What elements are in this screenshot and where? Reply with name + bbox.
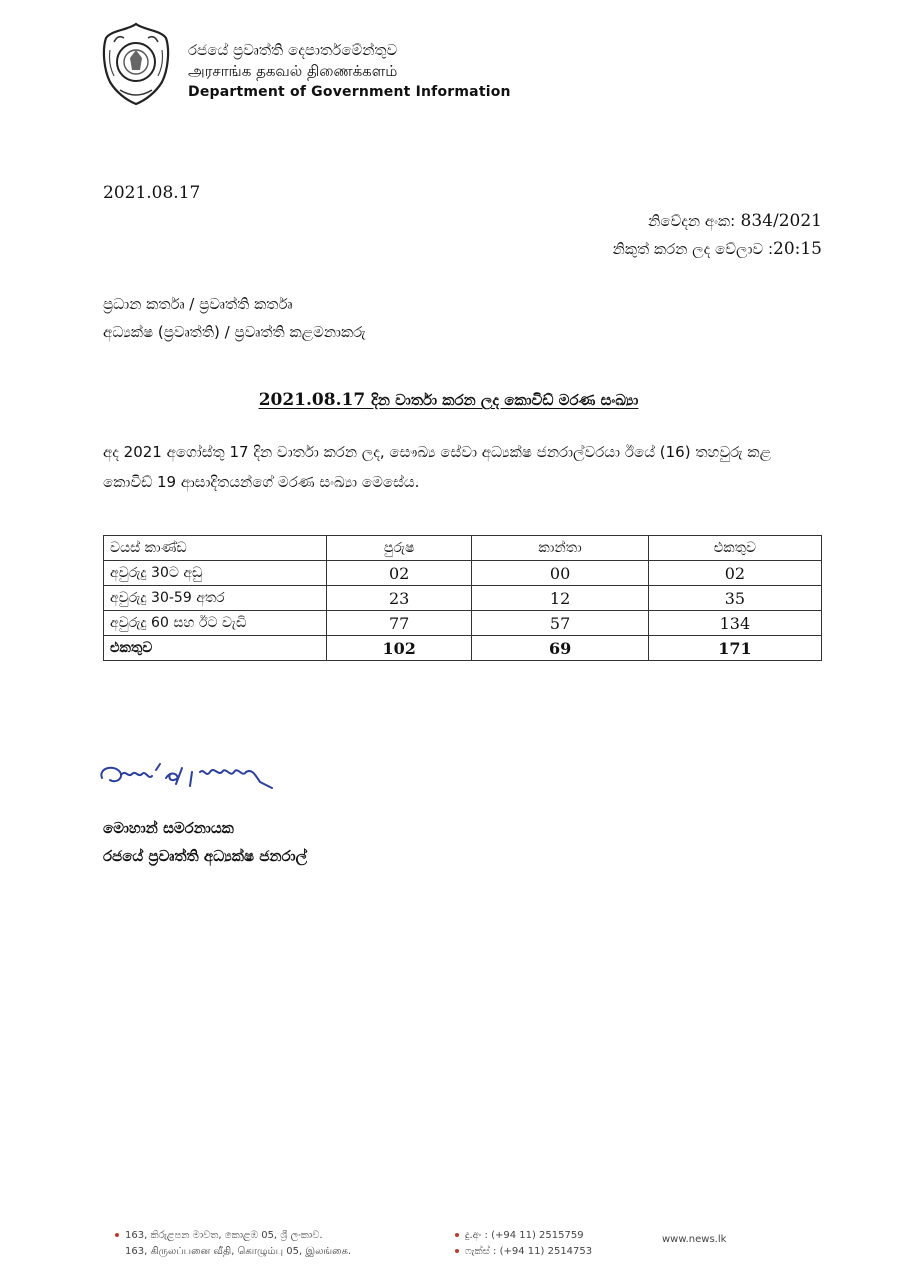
header-age-group: වයස් කාණ්ඩ (104, 536, 327, 561)
male-cell: 23 (327, 586, 472, 611)
document-date: 2021.08.17 (103, 183, 201, 203)
age-group-cell: අවුරුදු 30ට අඩු (104, 561, 327, 586)
total-cell: 02 (648, 561, 821, 586)
release-time-line (613, 235, 822, 263)
org-name-tamil: அரசாங்க தகவல் திணைக்களம் (188, 62, 398, 80)
table-header-row (104, 536, 822, 561)
total-label-cell: එකතුව (104, 636, 327, 661)
age-group-cell: අවුරුදු 60 සහ ඊට වැඩි (104, 611, 327, 636)
table-row (104, 611, 822, 636)
phone-label: දු.අං : (465, 1230, 488, 1241)
header-total: එකතුව (648, 536, 821, 561)
footer-contacts (455, 1228, 592, 1260)
table-row (104, 561, 822, 586)
age-group-cell: අවුරුදු 30-59 අතර (104, 586, 327, 611)
release-number-line (613, 207, 822, 235)
female-cell: 57 (472, 611, 648, 636)
table-row (104, 586, 822, 611)
organization-name (188, 40, 511, 103)
bullet-icon (455, 1233, 459, 1237)
female-cell: 12 (472, 586, 648, 611)
phone-number: (+94 11) 2515759 (491, 1230, 584, 1241)
footer-website[interactable]: www.news.lk (662, 1234, 727, 1245)
fax-line (455, 1244, 592, 1260)
phone-line (455, 1228, 592, 1244)
male-total-cell: 102 (327, 636, 472, 661)
grand-total-cell: 171 (648, 636, 821, 661)
female-total-cell: 69 (472, 636, 648, 661)
recipients (103, 290, 366, 346)
recipient-line-2: අධ්‍යක්ෂ (ප්‍රවෘත්ති) / ප්‍රවෘත්ති කළමනාකරු (103, 323, 366, 341)
male-cell: 02 (327, 561, 472, 586)
intro-paragraph: අද 2021 අගෝස්තු 17 දින වාර්තා කරන ලද, සෞඛ්‍ය සේවා අධ්‍යක්ෂ ජනරාල්වරයා ඊයේ (16) තහවුරු කළ කොවිඩ් 19 ආසාදිතයන්ගේ මරණ සංඛ්‍යා මෙසේය. (103, 443, 772, 491)
bullet-icon (115, 1233, 119, 1237)
table-total-row (104, 636, 822, 661)
total-cell: 35 (648, 586, 821, 611)
sri-lanka-emblem-icon (100, 20, 172, 108)
signer-name: මොහාන් සමරනායක (103, 819, 234, 837)
header-female: කාන්තා (472, 536, 648, 561)
org-name-sinhala: රජයේ ප්‍රවෘත්ති දෙපාර්තමේන්තුව (188, 41, 398, 59)
address-tamil: 163, கிருலப்பனை வீதி, கொழும்பு 05, இலங்கை. (125, 1246, 352, 1257)
covid-deaths-table (103, 535, 822, 661)
fax-label: ෆැක්ස් : (465, 1246, 497, 1257)
address-sinhala: 163, කිරුළපන මාවත, කොළඹ 05, ශ්‍රී ලංකාව. (115, 1228, 351, 1244)
recipient-line-1: ප්‍රධාන කර්තෘ / ප්‍රවෘත්ති කර්තෘ (103, 295, 293, 313)
signer-title: රජයේ ප්‍රවෘත්ති අධ්‍යක්ෂ ජනරාල් (103, 847, 308, 865)
header-male: පුරුෂ (327, 536, 472, 561)
release-time: 20:15 (773, 239, 822, 259)
release-references (613, 207, 822, 263)
male-cell: 77 (327, 611, 472, 636)
org-name-english: Department of Government Information (188, 84, 511, 100)
title-date: 2021.08.17 (258, 390, 366, 410)
fax-number: (+94 11) 2514753 (499, 1246, 593, 1257)
release-number: 834/2021 (740, 211, 822, 231)
total-cell: 134 (648, 611, 821, 636)
footer-address (115, 1228, 351, 1260)
female-cell: 00 (472, 561, 648, 586)
release-time-label: නිකුත් කරන ලද වේලාව : (612, 240, 773, 258)
title-text: දින වාර්තා කරන ලද කොවිඩ් මරණ සංඛ්‍යා (371, 391, 639, 409)
bullet-icon (455, 1249, 459, 1253)
signer-block (103, 814, 307, 870)
release-number-label: නිවේදන අංක: (648, 212, 736, 230)
document-title (0, 390, 897, 410)
handwritten-signature (96, 760, 311, 805)
